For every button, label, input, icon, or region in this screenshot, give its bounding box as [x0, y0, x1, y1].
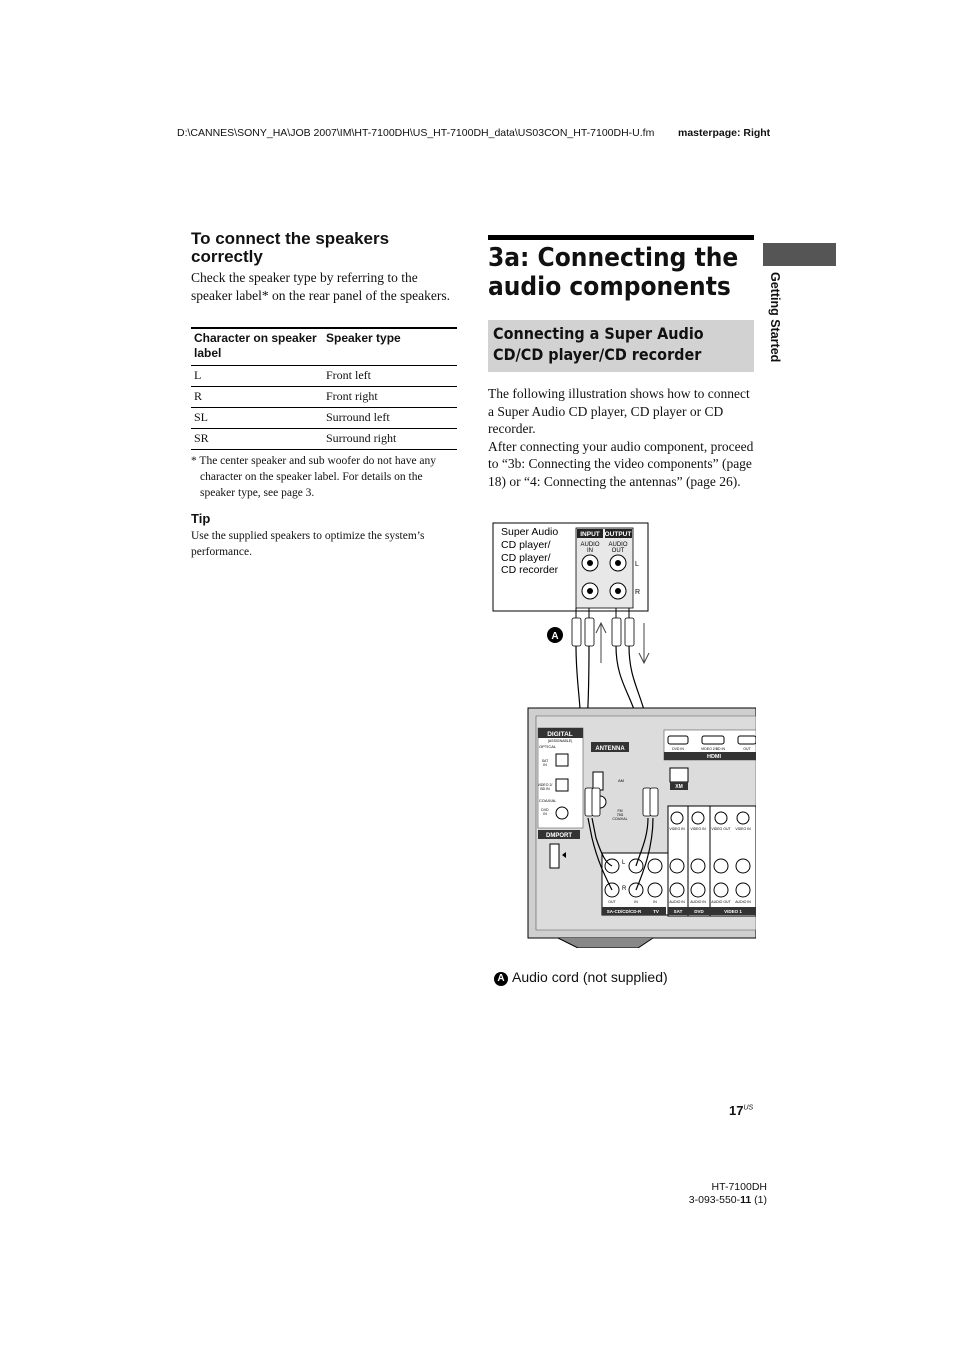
- signal-arrow-down-icon: [639, 623, 649, 663]
- speaker-label-table: [191, 327, 457, 450]
- assignable-label: (ASSIGNABLE): [547, 739, 573, 743]
- speakers-heading: To connect the speakers correctly: [191, 229, 390, 266]
- audio-jack-label: IN: [634, 900, 638, 904]
- section-subtitle: Connecting a Super Audio CD/CD player/CD recorder: [493, 324, 704, 364]
- input-label: INPUT: [580, 531, 600, 538]
- table-header-character: Character on speaker label: [191, 328, 323, 366]
- section-title: 3a: Connecting the audio components: [488, 243, 739, 302]
- coaxial-jack-icon: [556, 807, 568, 819]
- video-jack-label: VIDEO IN: [690, 827, 706, 831]
- connection-diagram: [488, 518, 756, 948]
- table-header-row: [191, 328, 457, 366]
- chapter-label: Getting Started: [768, 272, 782, 363]
- fm-label: 75Ω: [616, 813, 624, 817]
- page-number: $17^{US}$: [729, 1103, 754, 1118]
- video2-in-label: VIDEO 2/: [537, 783, 553, 787]
- video-jack-label: VIDEO IN: [669, 827, 685, 831]
- player-label-line: Super Audio: [501, 526, 559, 538]
- audio-r-label: R: [622, 886, 627, 892]
- optical-sat-jack-icon: [556, 754, 568, 766]
- optical-video2-jack-icon: [556, 779, 568, 791]
- hdmi-dvd-in-port-icon: [668, 736, 688, 744]
- model-number: HT-7100DH: [711, 1181, 767, 1193]
- player-label-line: CD player/: [501, 539, 551, 551]
- player-label-line: CD player/: [501, 552, 551, 564]
- section-label: VIDEO 1: [724, 909, 742, 914]
- legend-text: Audio cord (not supplied): [512, 969, 668, 985]
- xm-label: XM: [675, 784, 683, 790]
- file-path-header: D:\CANNES\SONY_HA\JOB 2007\IM\HT-7100DH\US_HT-7100DH_data\US03CON_HT-7100DH-U.fm: [177, 127, 655, 139]
- audio-jack-label: AUDIO IN: [690, 900, 706, 904]
- output-label: OUTPUT: [604, 531, 632, 538]
- section-label: DVD: [694, 909, 704, 914]
- coaxial-label: COAXIAL: [539, 798, 557, 803]
- audio-jack-label: AUDIO IN: [669, 900, 685, 904]
- fm-label: FM: [617, 809, 623, 813]
- jack-out-l-center-icon: [615, 560, 621, 566]
- video2-in-label: BD IN: [540, 787, 550, 791]
- section-label: TV: [653, 909, 659, 914]
- audio-jack-label: AUDIO OUT: [711, 900, 731, 904]
- dmport-label: DMPORT: [546, 833, 572, 839]
- audio-out-label: AUDIO: [608, 542, 628, 548]
- audio-in-label: AUDIO: [580, 542, 600, 548]
- legend-a-icon: A: [494, 972, 508, 986]
- rca-plugs-icon: [572, 618, 634, 646]
- hdmi-port-label: DVD IN: [672, 747, 684, 751]
- model-info: [660, 1181, 767, 1206]
- hdmi-video2-port-icon: [702, 736, 724, 744]
- table-cell: SL: [191, 408, 323, 429]
- audio-jack-label: IN: [653, 900, 657, 904]
- table-cell: Front left: [323, 366, 457, 387]
- dvd-in-label: DVD: [541, 808, 549, 812]
- masterpage-header: masterpage: Right: [678, 127, 771, 139]
- dvd-in-label: IN: [543, 812, 547, 816]
- body-paragraph-1: The following illustration shows how to connect a Super Audio CD player, CD player or CD recorder.: [488, 386, 750, 436]
- audio-l-label: L: [622, 860, 626, 866]
- signal-arrow-up-icon: [596, 623, 606, 663]
- part-number: 3-093-550-11 (1): [688, 1193, 767, 1206]
- table-row: [191, 429, 457, 450]
- audio-in-label: IN: [587, 548, 593, 554]
- xm-connector-icon: [670, 768, 688, 782]
- jack-in-l-center-icon: [587, 560, 593, 566]
- video-jack-label: VIDEO OUT: [711, 827, 731, 831]
- table-cell: Surround left: [323, 408, 457, 429]
- channel-l-label: L: [635, 561, 639, 568]
- figure-legend: [494, 969, 668, 986]
- jack-in-r-center-icon: [587, 588, 593, 594]
- tip-heading: Tip: [191, 511, 211, 526]
- table-row: [191, 408, 457, 429]
- table-cell: Front right: [323, 387, 457, 408]
- tip-text: Use the supplied speakers to optimize the system’s performance.: [191, 530, 425, 558]
- antenna-label: ANTENNA: [595, 746, 625, 752]
- section-body: [488, 385, 756, 490]
- section-label: SAT: [673, 909, 683, 914]
- am-terminal-icon: [593, 772, 603, 790]
- digital-label: DIGITAL: [547, 731, 573, 738]
- receiver-foot: [558, 938, 653, 948]
- table-cell: R: [191, 387, 323, 408]
- hdmi-label: HDMI: [706, 754, 722, 760]
- chapter-tab: [763, 243, 836, 266]
- audio-jack-label: AUDIO IN: [735, 900, 751, 904]
- table-cell: SR: [191, 429, 323, 450]
- page-suffix: US: [743, 1104, 754, 1112]
- hdmi-port-label: VIDEO 2/BD IN: [700, 747, 726, 751]
- audio-out-label: OUT: [611, 548, 625, 554]
- channel-r-label: R: [635, 589, 641, 596]
- player-label-line: CD recorder: [501, 564, 559, 576]
- table-cell: Surround right: [323, 429, 457, 450]
- section-label: SA-CD/CD/CD-R: [606, 909, 642, 914]
- callout-a-letter: A: [551, 631, 559, 642]
- speaker-footnote: * The center speaker and sub woofer do not have any character on the speaker label. For details on the speaker type, see page 3.: [191, 455, 437, 499]
- am-label: AM: [618, 778, 624, 783]
- table-header-speaker-type: Speaker type: [323, 328, 457, 366]
- body-paragraph-2: After connecting your audio component, proceed to “3b: Connecting the video components” (page 18) or “4: Connecting the antennas” (page 26).: [488, 438, 754, 489]
- optical-label: OPTICAL: [539, 744, 557, 749]
- audio-jack-label: OUT: [608, 900, 616, 904]
- table-row: [191, 366, 457, 387]
- title-rule: [488, 235, 754, 240]
- dmport-connector-icon: [550, 844, 559, 868]
- video-jack-label: VIDEO IN: [735, 827, 751, 831]
- table-cell: L: [191, 366, 323, 387]
- speakers-intro: Check the speaker type by referring to the speaker label* on the rear panel of the speakers.: [191, 270, 451, 303]
- hdmi-port-label: OUT: [743, 747, 751, 751]
- table-row: [191, 387, 457, 408]
- sat-in-label: SAT: [541, 759, 549, 763]
- jack-out-r-center-icon: [615, 588, 621, 594]
- fm-label: COAXIAL: [612, 817, 628, 821]
- sat-in-label: IN: [543, 763, 547, 767]
- hdmi-out-port-icon: [738, 736, 756, 744]
